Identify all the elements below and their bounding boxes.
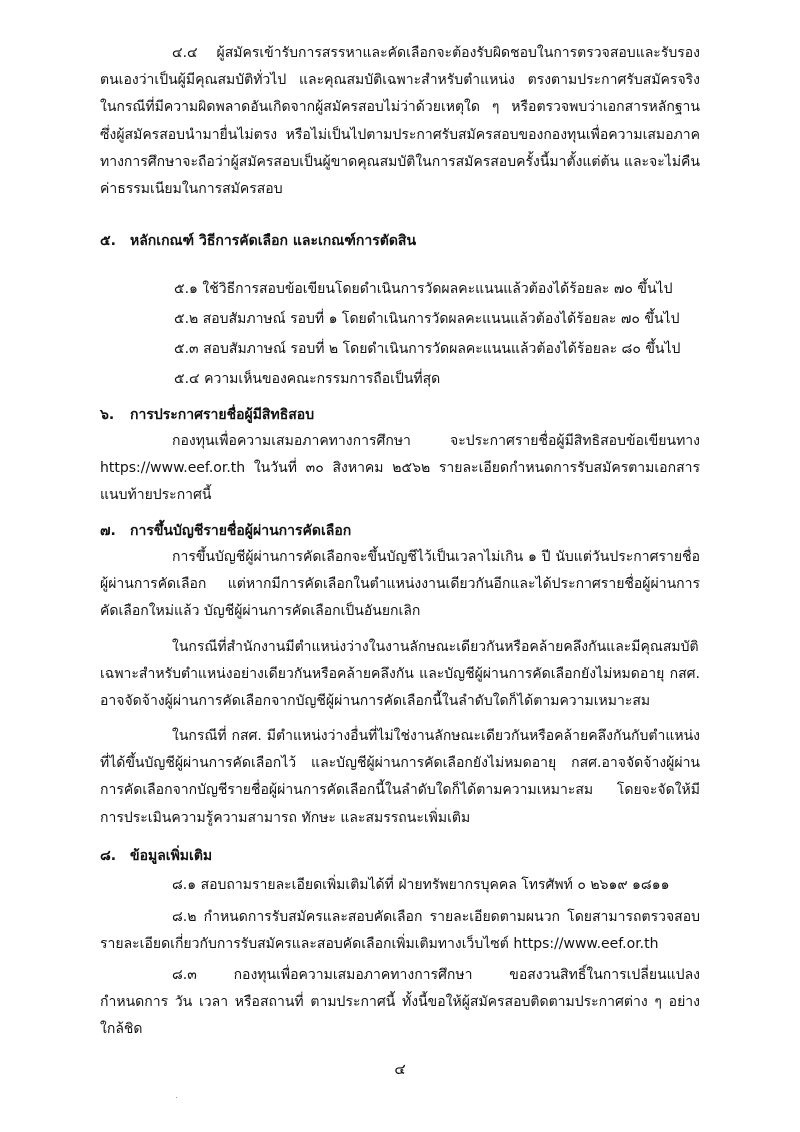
section-5-number: ๕. xyxy=(100,233,116,249)
section-8-heading xyxy=(100,843,700,869)
section-8-number: ๘. xyxy=(100,848,117,864)
section-8-paragraph-1 xyxy=(100,872,700,899)
section-5-item-3: ๕.๓ สอบสัมภาษณ์ รอบที่ ๒ โดยดำเนินการวัดผลคะแนนแล้วต้องได้ร้อยละ ๘๐ ขึ้นไป xyxy=(174,341,681,357)
section-8-paragraph-3 xyxy=(100,962,700,1044)
paragraph-4-4-text: ๔.๔ ผู้สมัครเข้ารับการสรรหาและคัดเลือกจะต้องรับผิดชอบในการตรวจสอบและรับรองตนเองว่าเป็นผู้มีคุณสมบัติทั่วไป และคุณสมบัติเฉพาะสำหรับตำแหน่ง ตรงตามประกาศรับสมัครจริง ในกรณีที่มีความผิดพลาดอันเกิดจากผู้สมัครสอบไม่ว่าด้วยเหตุใด ๆ หรือตรวจพบว่าเอกสารหลักฐาน ซึ่งผู้สมัครสอบนำมายื่นไม่ตรง หรือไม่เป็นไปตามประกาศรับสมัครสอบของกองทุนเพื่อความเสมอภาคทางการศึกษาจะถือว่าผู้สมัครสอบเป็นผู้ขาดคุณสมบัติในการสมัครสอบครั้งนี้มาตั้งแต่ต้น และจะไม่คืนค่าธรรมเนียมในการสมัครสอบ xyxy=(100,45,700,198)
section-7-title: การขึ้นบัญชีรายชื่อผู้ผ่านการคัดเลือก xyxy=(130,523,352,539)
section-7-text-3: ในกรณีที่ กสศ. มีตำแหน่งว่างอื่นที่ไม่ใช่งานลักษณะเดียวกันหรือคล้ายคลึงกันกับตำแหน่งที่ได้ขึ้นบัญชีผู้ผ่านการคัดเลือกไว้ และบัญชีผู้ผ่านการคัดเลือกยังไม่หมดอายุ กสศ.อาจจัดจ้างผู้ผ่านการคัดเลือกจากบัญชีรายชื่อผู้ผ่านการคัดเลือกนี้ในลำดับใดก็ได้ตามความเหมาะสม โดยจะจัดให้มีการประเมินความรู้ความสามารถ ทักษะ และสมรรถนะเพิ่มเติม xyxy=(100,728,700,826)
section-7-text-2: ในกรณีที่สำนักงานมีตำแหน่งว่างในงานลักษณะเดียวกันหรือคล้ายคลึงกันและมีคุณสมบัติเฉพาะสำหรับตำแหน่งอย่างเดียวกันหรือคล้ายคลึงกัน และบัญชีผู้ผ่านการคัดเลือกยังไม่หมดอายุ กสศ. อาจจัดจ้างผู้ผ่านการคัดเลือกจากบัญชีผู้ผ่านการคัดเลือกนี้ในลำดับใดก็ได้ตามความเหมาะสม xyxy=(100,639,700,710)
section-5-item-1: ๕.๑ ใช้วิธีการสอบข้อเขียนโดยดำเนินการวัดผลคะแนนแล้วต้องได้ร้อยละ ๗๐ ขึ้นไป xyxy=(174,281,673,297)
scan-speck xyxy=(176,1097,177,1098)
section-8-text-2: ๘.๒ กำหนดการรับสมัครและสอบคัดเลือก รายละเอียดตามผนวก โดยสามารถตรวจสอบรายละเอียดเกี่ยวกับการรับสมัครและสอบคัดเลือกเพิ่มเติมทางเว็บไซต์ https://www.eef.or.th xyxy=(100,909,700,953)
paragraph-4-4 xyxy=(100,40,700,203)
section-6-heading xyxy=(100,402,700,428)
section-6-number: ๖. xyxy=(100,407,115,423)
section-7-paragraph-1 xyxy=(100,544,700,626)
section-5-item-2: ๕.๒ สอบสัมภาษณ์ รอบที่ ๑ โดยดำเนินการวัดผลคะแนนแล้วต้องได้ร้อยละ ๗๐ ขึ้นไป xyxy=(174,311,680,327)
section-5-item-4: ๕.๔ ความเห็นของคณะกรรมการถือเป็นที่สุด xyxy=(174,371,441,387)
section-7-paragraph-3 xyxy=(100,723,700,832)
page-number: ๔ xyxy=(394,1060,406,1078)
section-7-text-1: การขึ้นบัญชีผู้ผ่านการคัดเลือกจะขึ้นบัญชีไว้เป็นเวลาไม่เกิน ๑ ปี นับแต่วันประกาศรายชื่อผู้ผ่านการคัดเลือก แต่หากมีการคัดเลือกในตำแหน่งงานเดียวกันอีกและได้ประกาศรายชื่อผู้ผ่านการคัดเลือกใหม่แล้ว บัญชีผู้ผ่านการคัดเลือกเป็นอันยกเลิก xyxy=(100,549,700,620)
section-8-text-3: ๘.๓ กองทุนเพื่อความเสมอภาคทางการศึกษา ขอสงวนสิทธิ์ในการเปลี่ยนแปลงกำหนดการ วัน เวลา หรือสถานที่ ตามประกาศนี้ ทั้งนี้ขอให้ผู้สมัครสอบติดตามประกาศต่าง ๆ อย่างใกล้ชิด xyxy=(100,967,700,1038)
section-7-paragraph-2 xyxy=(100,634,700,716)
section-6-title: การประกาศรายชื่อผู้มีสิทธิสอบ xyxy=(130,407,315,423)
section-5-title: หลักเกณฑ์ วิธีการคัดเลือก และเกณฑ์การตัดสิน xyxy=(130,233,417,249)
section-7-heading xyxy=(100,518,700,544)
section-6-paragraph xyxy=(100,428,700,510)
section-8-title: ข้อมูลเพิ่มเติม xyxy=(130,848,213,864)
section-7-number: ๗. xyxy=(100,523,116,539)
section-8-text-1: ๘.๑ สอบถามรายละเอียดเพิ่มเติมได้ที่ ฝ่ายทรัพยากรบุคคล โทรศัพท์ ๐ ๒๖๑๙ ๑๘๑๑ xyxy=(172,877,670,893)
section-5-heading xyxy=(100,228,700,254)
section-8-paragraph-2 xyxy=(100,904,700,958)
section-6-text: กองทุนเพื่อความเสมอภาคทางการศึกษา จะประกาศรายชื่อผู้มีสิทธิสอบข้อเขียนทาง https://www.eef.or.th ในวันที่ ๓๐ สิงหาคม ๒๕๖๒ รายละเอียดกำหนดการรับสมัครตามเอกสารแนบท้ายประกาศนี้ xyxy=(100,433,700,504)
